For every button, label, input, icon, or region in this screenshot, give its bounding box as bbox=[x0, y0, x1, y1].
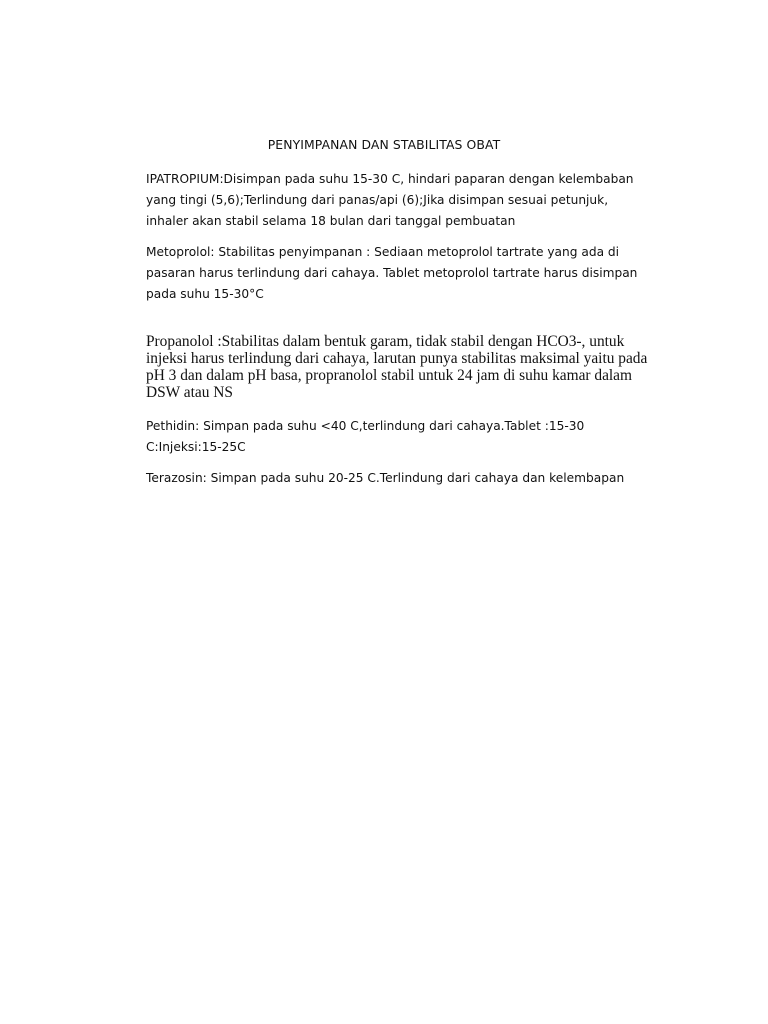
text-line: pH 3 dan dalam pH basa, propranolol stabil untuk 24 jam di suhu kamar dalam bbox=[146, 367, 632, 384]
paragraph-metoprolol bbox=[146, 242, 666, 305]
paragraph-ipatropium bbox=[146, 169, 666, 232]
text-line: pasaran harus terlindung dari cahaya. Tablet metoprolol tartrate harus disimpan bbox=[146, 266, 638, 280]
text-line: injeksi harus terlindung dari cahaya, larutan punya stabilitas maksimal yaitu pada bbox=[146, 350, 648, 367]
paragraph-terazosin bbox=[146, 468, 666, 489]
text-line: pada suhu 15-30°C bbox=[146, 287, 264, 301]
text-line: Metoprolol: Stabilitas penyimpanan : Sediaan metoprolol tartrate yang ada di bbox=[146, 245, 620, 259]
text-line: yang tingi (5,6);Terlindung dari panas/api (6);Jika disimpan sesuai petunjuk, bbox=[146, 193, 609, 207]
text-line: Pethidin: Simpan pada suhu <40 C,terlindung dari cahaya.Tablet :15-30 bbox=[146, 419, 585, 433]
text-line: IPATROPIUM:Disimpan pada suhu 15-30 C, hindari paparan dengan kelembaban bbox=[146, 172, 634, 186]
document-title: PENYIMPANAN DAN STABILITAS OBAT bbox=[267, 137, 501, 152]
text-line: DSW atau NS bbox=[146, 384, 233, 401]
paragraph-propanolol bbox=[146, 333, 666, 401]
text-line: inhaler akan stabil selama 18 bulan dari tanggal pembuatan bbox=[146, 214, 516, 228]
text-line: Propanolol :Stabilitas dalam bentuk garam, tidak stabil dengan HCO3-, untuk bbox=[146, 333, 625, 350]
paragraph-pethidin bbox=[146, 416, 666, 458]
text-line: C:Injeksi:15-25C bbox=[146, 440, 246, 454]
text-line: Terazosin: Simpan pada suhu 20-25 C.Terlindung dari cahaya dan kelembapan bbox=[146, 471, 625, 485]
